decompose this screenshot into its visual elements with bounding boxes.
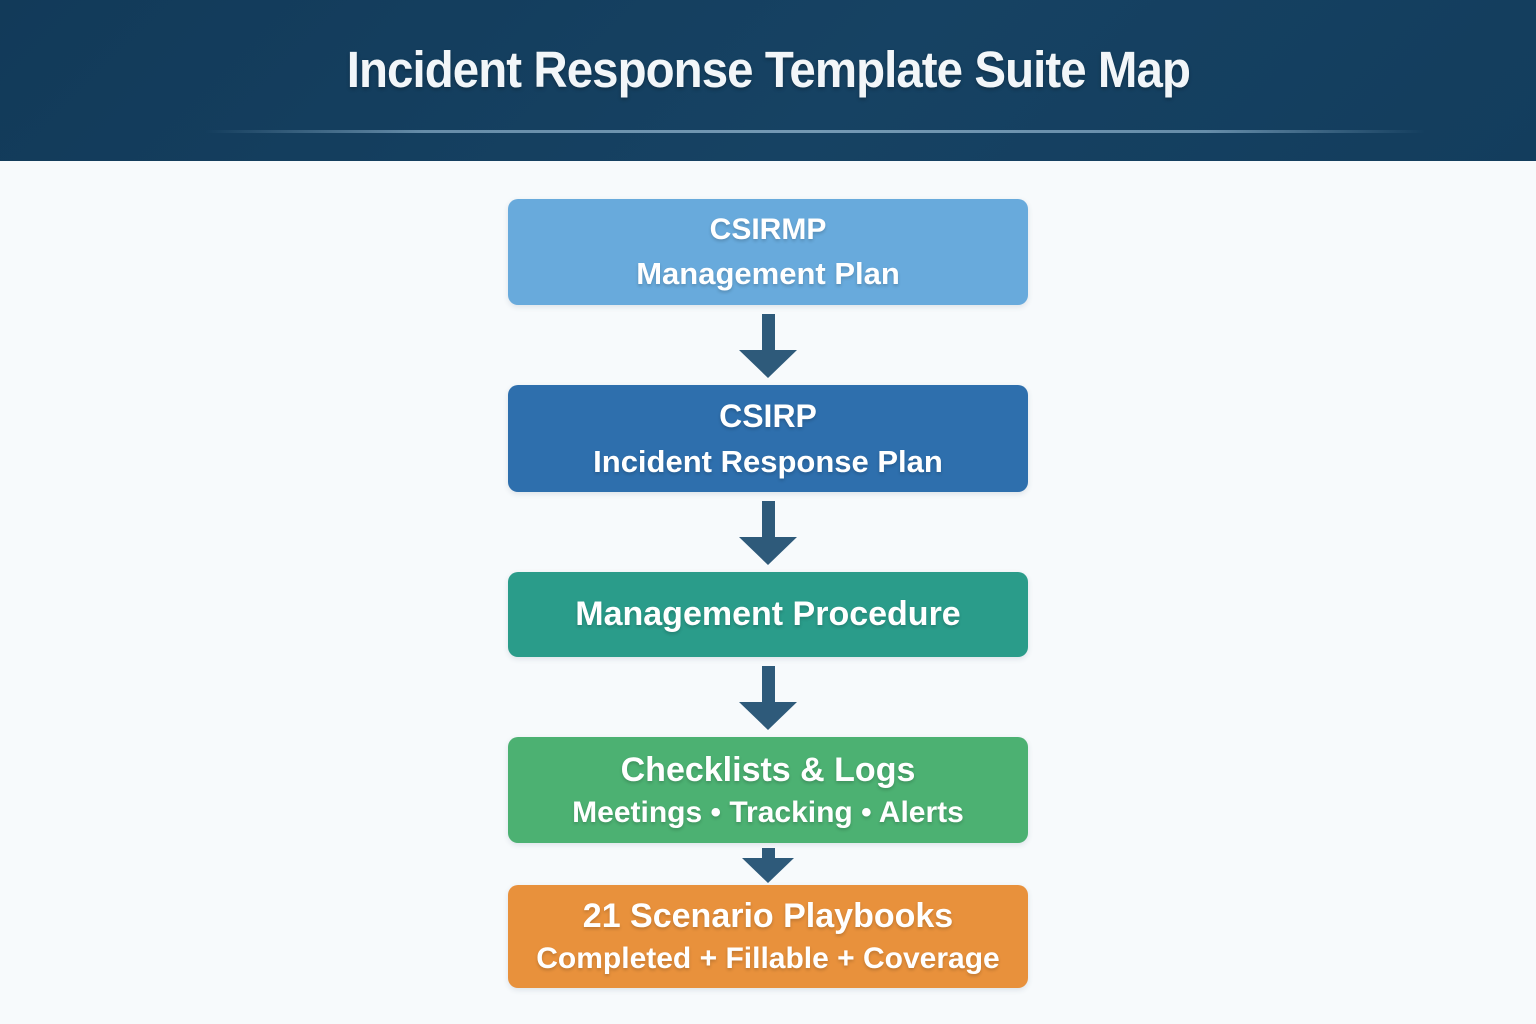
down-arrow-icon [742, 843, 794, 885]
page-title: Incident Response Template Suite Map [346, 41, 1190, 98]
down-arrow-icon [739, 657, 797, 737]
node-checklists-logs-title: Checklists & Logs [620, 750, 916, 789]
node-csirp-title: CSIRP [719, 397, 817, 434]
node-scenario-playbooks-title: 21 Scenario Playbooks [582, 897, 954, 935]
down-arrow-icon [739, 492, 797, 572]
node-checklists-logs-subtitle: Meetings • Tracking • Alerts [572, 795, 964, 829]
node-checklists-logs [508, 737, 1028, 843]
node-csirp [508, 385, 1028, 492]
node-csirp-subtitle: Incident Response Plan [593, 443, 943, 479]
arrow-head [739, 702, 797, 730]
node-management-procedure-title: Management Procedure [575, 595, 961, 633]
arrow-stem [762, 314, 775, 352]
node-csirmp-subtitle: Management Plan [636, 255, 900, 291]
node-management-procedure [508, 572, 1028, 657]
arrow-head [742, 858, 794, 883]
node-scenario-playbooks-subtitle: Completed + Fillable + Coverage [536, 942, 1000, 975]
header-divider-line [205, 130, 1426, 133]
arrow-head [739, 537, 797, 565]
arrow-head [739, 350, 797, 378]
node-csirmp-title: CSIRMP [709, 212, 827, 246]
node-scenario-playbooks [508, 885, 1028, 988]
flowchart [508, 161, 1028, 988]
down-arrow-icon [739, 305, 797, 385]
header-banner [0, 0, 1536, 161]
node-csirmp [508, 199, 1028, 305]
arrow-stem [762, 501, 775, 539]
arrow-stem [762, 666, 775, 704]
